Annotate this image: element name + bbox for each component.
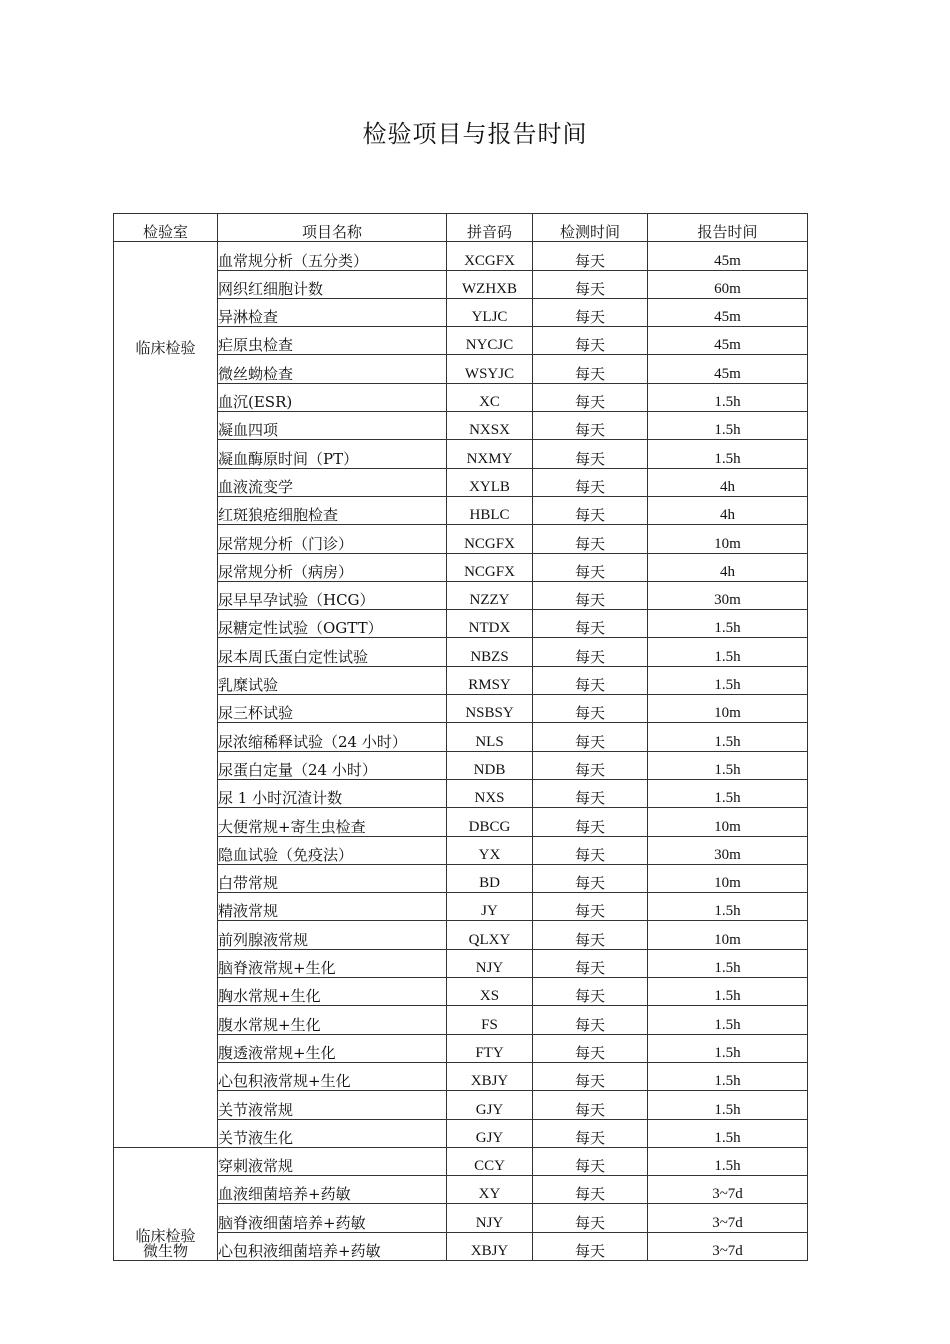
table-row <box>114 1204 808 1232</box>
pinyin-code-cell: NZZY <box>447 581 533 609</box>
table-row <box>114 412 808 440</box>
test-time-cell: 每天 <box>533 298 648 326</box>
table-row <box>114 581 808 609</box>
dept-cell-microbiology <box>114 1147 218 1260</box>
report-table <box>113 213 808 1261</box>
item-name-cell: 前列腺液常规 <box>218 921 447 949</box>
report-time-cell: 45m <box>648 242 808 270</box>
pinyin-code-cell: DBCG <box>447 808 533 836</box>
report-time-cell: 1.5h <box>648 666 808 694</box>
table-row <box>114 1119 808 1147</box>
item-name-cell: 凝血四项 <box>218 412 447 440</box>
table-row <box>114 1091 808 1119</box>
test-time-cell: 每天 <box>533 355 648 383</box>
test-time-cell: 每天 <box>533 553 648 581</box>
table-row <box>114 327 808 355</box>
table-row <box>114 836 808 864</box>
report-time-cell: 1.5h <box>648 1119 808 1147</box>
table-row <box>114 525 808 553</box>
item-name-cell: 腹水常规+生化 <box>218 1006 447 1034</box>
item-name-cell: 心包积液常规+生化 <box>218 1062 447 1090</box>
pinyin-code-cell: NXSX <box>447 412 533 440</box>
pinyin-code-cell: NSBSY <box>447 695 533 723</box>
pinyin-code-cell: XYLB <box>447 468 533 496</box>
table-row <box>114 779 808 807</box>
test-time-cell: 每天 <box>533 1006 648 1034</box>
test-time-cell: 每天 <box>533 836 648 864</box>
report-time-cell: 1.5h <box>648 723 808 751</box>
item-name-cell: 关节液常规 <box>218 1091 447 1119</box>
table-row <box>114 921 808 949</box>
page-title: 检验项目与报告时间 <box>362 120 588 148</box>
table-row <box>114 638 808 666</box>
table-row <box>114 553 808 581</box>
item-name-cell: 疟原虫检查 <box>218 327 447 355</box>
dept-label-line1: 临床检验 <box>135 1226 196 1245</box>
test-time-cell: 每天 <box>533 270 648 298</box>
pinyin-code-cell: FTY <box>447 1034 533 1062</box>
pinyin-code-cell: BD <box>447 864 533 892</box>
pinyin-code-cell: WSYJC <box>447 355 533 383</box>
item-name-cell: 脑脊液常规+生化 <box>218 949 447 977</box>
pinyin-code-cell: NXS <box>447 779 533 807</box>
item-name-cell: 心包积液细菌培养+药敏 <box>218 1232 447 1260</box>
table-row <box>114 751 808 779</box>
item-name-cell: 乳糜试验 <box>218 666 447 694</box>
test-time-cell: 每天 <box>533 864 648 892</box>
report-time-cell: 30m <box>648 581 808 609</box>
dept-cell-clinical <box>114 242 218 1148</box>
report-time-cell: 1.5h <box>648 440 808 468</box>
item-name-cell: 白带常规 <box>218 864 447 892</box>
test-time-cell: 每天 <box>533 638 648 666</box>
item-name-cell: 精液常规 <box>218 893 447 921</box>
report-time-cell: 1.5h <box>648 1091 808 1119</box>
test-time-cell: 每天 <box>533 581 648 609</box>
report-time-cell: 3~7d <box>648 1204 808 1232</box>
report-time-cell: 1.5h <box>648 1147 808 1175</box>
test-time-cell: 每天 <box>533 1176 648 1204</box>
table-row <box>114 1062 808 1090</box>
pinyin-code-cell: GJY <box>447 1119 533 1147</box>
report-time-cell: 4h <box>648 496 808 524</box>
item-name-cell: 尿常规分析（病房） <box>218 553 447 581</box>
report-time-cell: 10m <box>648 864 808 892</box>
report-time-cell: 3~7d <box>648 1232 808 1260</box>
pinyin-code-cell: NYCJC <box>447 327 533 355</box>
pinyin-code-cell: GJY <box>447 1091 533 1119</box>
test-time-cell: 每天 <box>533 978 648 1006</box>
item-name-cell: 血沉(ESR) <box>218 383 447 411</box>
item-name-cell: 尿 1 小时沉渣计数 <box>218 779 447 807</box>
test-time-cell: 每天 <box>533 1147 648 1175</box>
item-name-cell: 穿刺液常规 <box>218 1147 447 1175</box>
pinyin-code-cell: RMSY <box>447 666 533 694</box>
test-time-cell: 每天 <box>533 695 648 723</box>
report-time-cell: 10m <box>648 695 808 723</box>
report-time-cell: 45m <box>648 355 808 383</box>
header-item-name: 项目名称 <box>218 214 447 242</box>
report-time-cell: 45m <box>648 327 808 355</box>
item-name-cell: 隐血试验（免疫法） <box>218 836 447 864</box>
header-test-time: 检测时间 <box>533 214 648 242</box>
test-time-cell: 每天 <box>533 1062 648 1090</box>
test-time-cell: 每天 <box>533 525 648 553</box>
table-row <box>114 666 808 694</box>
test-time-cell: 每天 <box>533 921 648 949</box>
table-row <box>114 610 808 638</box>
test-time-cell: 每天 <box>533 723 648 751</box>
item-name-cell: 尿浓缩稀释试验（24 小时） <box>218 723 447 751</box>
test-time-cell: 每天 <box>533 1232 648 1260</box>
pinyin-code-cell: NBZS <box>447 638 533 666</box>
table-row <box>114 1006 808 1034</box>
header-dept: 检验室 <box>114 214 218 242</box>
test-time-cell: 每天 <box>533 383 648 411</box>
pinyin-code-cell: NLS <box>447 723 533 751</box>
pinyin-code-cell: XBJY <box>447 1232 533 1260</box>
pinyin-code-cell: XS <box>447 978 533 1006</box>
report-time-cell: 10m <box>648 525 808 553</box>
dept-label-line2: 微生物 <box>142 1241 188 1260</box>
test-time-cell: 每天 <box>533 440 648 468</box>
report-time-cell: 1.5h <box>648 893 808 921</box>
table-row <box>114 496 808 524</box>
item-name-cell: 尿早早孕试验（HCG） <box>218 581 447 609</box>
pinyin-code-cell: FS <box>447 1006 533 1034</box>
test-time-cell: 每天 <box>533 327 648 355</box>
table-row <box>114 440 808 468</box>
pinyin-code-cell: XC <box>447 383 533 411</box>
test-time-cell: 每天 <box>533 751 648 779</box>
pinyin-code-cell: NCGFX <box>447 553 533 581</box>
report-time-cell: 1.5h <box>648 610 808 638</box>
table-body <box>114 242 808 1261</box>
table-row <box>114 355 808 383</box>
report-time-cell: 1.5h <box>648 1006 808 1034</box>
header-report-time: 报告时间 <box>648 214 808 242</box>
table-row <box>114 298 808 326</box>
pinyin-code-cell: NJY <box>447 949 533 977</box>
pinyin-code-cell: NXMY <box>447 440 533 468</box>
report-time-cell: 30m <box>648 836 808 864</box>
pinyin-code-cell: JY <box>447 893 533 921</box>
table-row <box>114 893 808 921</box>
table-row <box>114 695 808 723</box>
pinyin-code-cell: QLXY <box>447 921 533 949</box>
test-time-cell: 每天 <box>533 1204 648 1232</box>
dept-label: 临床检验 <box>135 339 196 358</box>
test-time-cell: 每天 <box>533 666 648 694</box>
item-name-cell: 血常规分析（五分类） <box>218 242 447 270</box>
report-time-cell: 4h <box>648 553 808 581</box>
test-time-cell: 每天 <box>533 1119 648 1147</box>
item-name-cell: 网织红细胞计数 <box>218 270 447 298</box>
table-row <box>114 468 808 496</box>
item-name-cell: 尿糖定性试验（OGTT） <box>218 610 447 638</box>
pinyin-code-cell: YLJC <box>447 298 533 326</box>
table-row <box>114 949 808 977</box>
test-time-cell: 每天 <box>533 893 648 921</box>
table-row <box>114 242 808 270</box>
table-row <box>114 864 808 892</box>
test-time-cell: 每天 <box>533 779 648 807</box>
test-time-cell: 每天 <box>533 468 648 496</box>
table-row <box>114 1232 808 1260</box>
item-name-cell: 凝血酶原时间（PT） <box>218 440 447 468</box>
test-time-cell: 每天 <box>533 496 648 524</box>
item-name-cell: 尿三杯试验 <box>218 695 447 723</box>
item-name-cell: 血液细菌培养+药敏 <box>218 1176 447 1204</box>
item-name-cell: 关节液生化 <box>218 1119 447 1147</box>
table-row <box>114 270 808 298</box>
test-time-cell: 每天 <box>533 610 648 638</box>
table-row <box>114 1176 808 1204</box>
header-pinyin-code: 拼音码 <box>447 214 533 242</box>
test-time-cell: 每天 <box>533 242 648 270</box>
report-time-cell: 1.5h <box>648 1062 808 1090</box>
test-time-cell: 每天 <box>533 1091 648 1119</box>
item-name-cell: 大便常规+寄生虫检查 <box>218 808 447 836</box>
pinyin-code-cell: XBJY <box>447 1062 533 1090</box>
pinyin-code-cell: NTDX <box>447 610 533 638</box>
report-time-cell: 1.5h <box>648 638 808 666</box>
report-time-cell: 1.5h <box>648 949 808 977</box>
pinyin-code-cell: CCY <box>447 1147 533 1175</box>
test-time-cell: 每天 <box>533 949 648 977</box>
item-name-cell: 尿常规分析（门诊） <box>218 525 447 553</box>
report-time-cell: 45m <box>648 298 808 326</box>
report-time-cell: 4h <box>648 468 808 496</box>
report-time-cell: 10m <box>648 808 808 836</box>
item-name-cell: 胸水常规+生化 <box>218 978 447 1006</box>
pinyin-code-cell: NDB <box>447 751 533 779</box>
report-time-cell: 60m <box>648 270 808 298</box>
pinyin-code-cell: WZHXB <box>447 270 533 298</box>
table-row <box>114 808 808 836</box>
table-row <box>114 978 808 1006</box>
table-row <box>114 1034 808 1062</box>
report-time-cell: 1.5h <box>648 383 808 411</box>
item-name-cell: 微丝蚴检查 <box>218 355 447 383</box>
report-time-cell: 1.5h <box>648 978 808 1006</box>
item-name-cell: 血液流变学 <box>218 468 447 496</box>
pinyin-code-cell: HBLC <box>447 496 533 524</box>
table-row <box>114 1147 808 1175</box>
pinyin-code-cell: NJY <box>447 1204 533 1232</box>
pinyin-code-cell: XY <box>447 1176 533 1204</box>
item-name-cell: 脑脊液细菌培养+药敏 <box>218 1204 447 1232</box>
item-name-cell: 红斑狼疮细胞检查 <box>218 496 447 524</box>
test-time-cell: 每天 <box>533 1034 648 1062</box>
table-row <box>114 383 808 411</box>
report-time-cell: 3~7d <box>648 1176 808 1204</box>
pinyin-code-cell: NCGFX <box>447 525 533 553</box>
report-time-cell: 10m <box>648 921 808 949</box>
item-name-cell: 异淋检查 <box>218 298 447 326</box>
test-time-cell: 每天 <box>533 412 648 440</box>
item-name-cell: 尿本周氏蛋白定性试验 <box>218 638 447 666</box>
report-time-cell: 1.5h <box>648 751 808 779</box>
item-name-cell: 尿蛋白定量（24 小时） <box>218 751 447 779</box>
table-row <box>114 723 808 751</box>
item-name-cell: 腹透液常规+生化 <box>218 1034 447 1062</box>
report-time-cell: 1.5h <box>648 412 808 440</box>
report-time-cell: 1.5h <box>648 1034 808 1062</box>
pinyin-code-cell: YX <box>447 836 533 864</box>
report-time-cell: 1.5h <box>648 779 808 807</box>
table-header-row <box>114 214 808 242</box>
test-time-cell: 每天 <box>533 808 648 836</box>
pinyin-code-cell: XCGFX <box>447 242 533 270</box>
